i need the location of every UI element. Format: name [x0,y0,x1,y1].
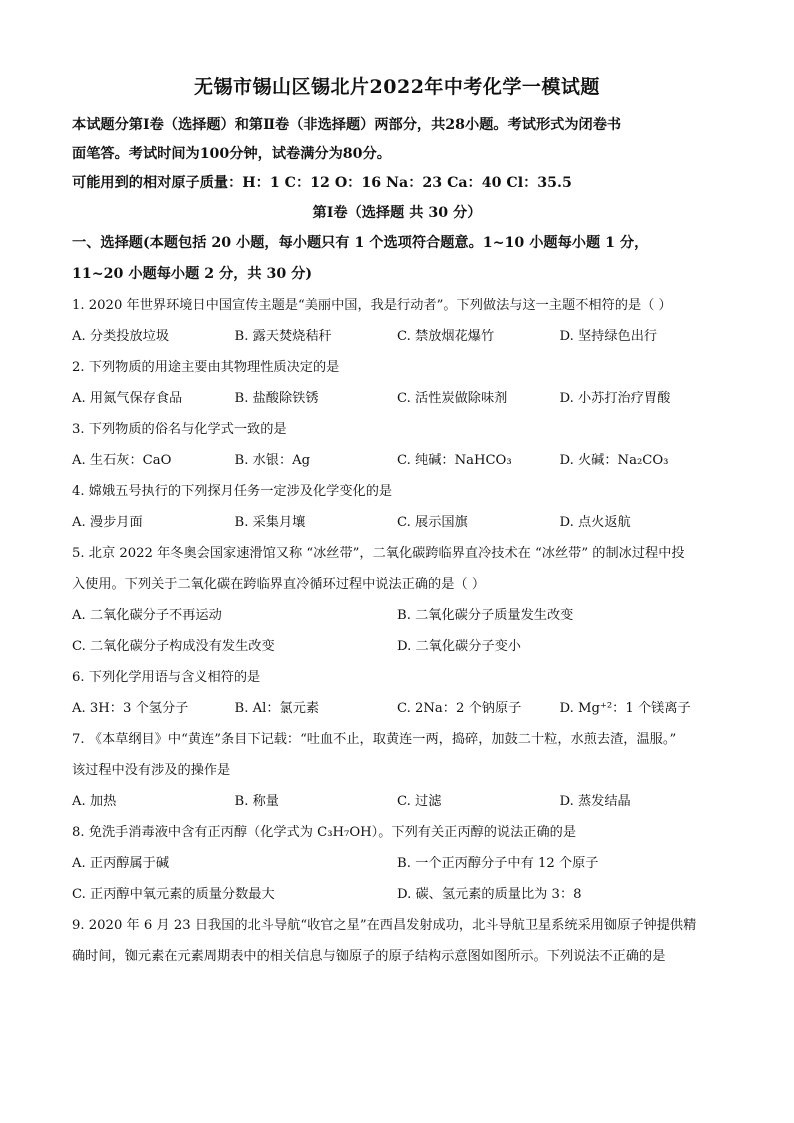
option-c: C. 纯碱：NaHCO₃ [397,453,512,468]
question-stem: 5. 北京 2022 年冬奥会国家速滑馆又称 “冰丝带”，二氧化碳跨临界直冷技术在 “冰丝带” 的制冰过程中投 [72,546,685,561]
question-6 [72,662,722,724]
atomic-mass-line: 可能用到的相对原子质量：H：1 C：12 O：16 Na：23 Ca：40 Cl：35.5 [72,175,572,191]
option-a: A. 分类投放垃圾 [72,329,170,344]
question-9 [72,910,722,972]
options-row [72,600,722,631]
question-stem: 7. 《本草纲目》中“黄连”条目下记载：“吐血不止，取黄连一两，捣碎，加鼓二十粒，水煎去渣，温服。” [72,732,677,747]
intro-line: 面笔答。考试时间为100分钟，试卷满分为80分。 [72,146,391,162]
question-4 [72,476,722,538]
question-stem: 3. 下列物质的俗名与化学式一致的是 [72,422,287,437]
part-heading: 一、选择题(本题包括 20 小题，每小题只有 1 个选项符合题意。1~10 小题每小题 1 分， [72,235,649,251]
question-7 [72,724,722,817]
option-c: C. 展示国旗 [397,515,468,530]
option-a: A. 3H：3 个氢分子 [72,701,189,716]
option-d: D. Mg⁺²：1 个镁离子 [559,701,691,716]
options-row [72,848,722,879]
option-a: A. 用氮气保存食品 [72,391,183,406]
part-heading: 11~20 小题每小题 2 分，共 30 分) [72,266,313,282]
option-c: C. 2Na：2 个钠原子 [397,701,522,716]
question-5 [72,538,722,662]
question-stem-cont: 入使用。下列关于二氧化碳在跨临界直冷循环过程中说法正确的是（ ） [72,577,486,592]
option-d: D. 坚持绿色出行 [559,329,658,344]
question-stem: 9. 2020 年 6 月 23 日我国的北斗导航“收官之星”在西昌发射成功，北斗导航卫星系统采用铷原子钟提供精 [72,918,697,933]
exam-title: 无锡市锡山区锡北片2022年中考化学一模试题 [194,76,600,98]
option-b: B. 二氧化碳分子质量发生改变 [397,608,574,623]
option-d: D. 点火返航 [559,515,631,530]
options-row [72,507,722,538]
question-stem-cont: 该过程中没有涉及的操作是 [72,763,231,778]
question-stem: 1. 2020 年世界环境日中国宣传主题是“美丽中国，我是行动者”。下列做法与这一主题不相符的是（ ） [72,298,672,313]
options-row [72,321,722,352]
options-row [72,631,722,662]
options-row [72,383,722,414]
options-row [72,879,722,910]
question-8 [72,817,722,910]
question-stem: 8. 免洗手消毒液中含有正丙醇（化学式为 C₃H₇OH）。下列有关正丙醇的说法正确的是 [72,825,577,840]
question-stem: 6. 下列化学用语与含义相符的是 [72,670,261,685]
options-row [72,693,722,724]
option-a: A. 正丙醇属于碱 [72,856,170,871]
option-c: C. 二氧化碳分子构成没有发生改变 [72,639,275,654]
option-d: D. 火碱：Na₂CO₃ [559,453,669,468]
option-b: B. 采集月壤 [234,515,306,530]
option-c: C. 过滤 [397,794,442,809]
option-d: D. 蒸发结晶 [559,794,631,809]
section-title: 第Ⅰ卷（选择题 共 30 分） [312,205,482,221]
question-3 [72,414,722,476]
question-2 [72,352,722,414]
option-b: B. 称量 [234,794,279,809]
option-d: D. 碳、氢元素的质量比为 3：8 [397,887,582,902]
options-row [72,445,722,476]
exam-page [72,72,722,972]
option-a: A. 二氧化碳分子不再运动 [72,608,222,623]
option-a: A. 加热 [72,794,117,809]
option-b: B. 盐酸除铁锈 [234,391,319,406]
option-b: B. 一个正丙醇分子中有 12 个原子 [397,856,599,871]
question-stem: 2. 下列物质的用途主要由其物理性质决定的是 [72,360,340,375]
option-b: B. 水银：Ag [234,453,311,468]
option-b: B. 露天焚烧秸秆 [234,329,332,344]
option-c: C. 禁放烟花爆竹 [397,329,495,344]
question-stem-cont: 确时间，铷元素在元素周期表中的相关信息与铷原子的原子结构示意图如图所示。下列说法不正确的是 [72,949,666,964]
option-b: B. Al：氯元素 [234,701,320,716]
question-1 [72,290,722,352]
option-d: D. 小苏打治疗胃酸 [559,391,671,406]
option-c: C. 正丙醇中氧元素的质量分数最大 [72,887,275,902]
question-stem: 4. 嫦娥五号执行的下列探月任务一定涉及化学变化的是 [72,484,393,499]
option-a: A. 生石灰：CaO [72,453,172,468]
option-c: C. 活性炭做除味剂 [397,391,508,406]
options-row [72,786,722,817]
option-a: A. 漫步月面 [72,515,143,530]
option-d: D. 二氧化碳分子变小 [397,639,521,654]
intro-line: 本试题分第Ⅰ卷（选择题）和第Ⅱ卷（非选择题）两部分，共28小题。考试形式为闭卷书 [72,117,622,133]
